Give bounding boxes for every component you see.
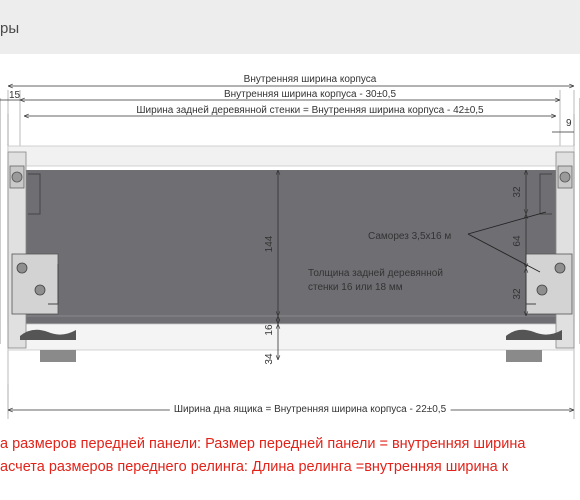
dim-16: 16: [264, 324, 275, 336]
dim-32-top: 32: [512, 186, 523, 198]
dim-34: 34: [264, 353, 275, 365]
back-wall-width-label: Ширина задней деревянной стенки = Внутренняя ширина корпуса - 42±0,5: [136, 105, 484, 116]
dim-144: 144: [264, 235, 275, 253]
drawer-back-panel-diagram: [0, 54, 580, 430]
offset-right-label: 9: [566, 118, 572, 129]
drawer-bottom-plate: [8, 324, 574, 350]
back-wooden-panel: [24, 170, 556, 324]
front-panel-formula-note: а размеров передней панели: Размер передней панели = внутренняя ширина: [0, 436, 526, 452]
header-title: ры: [0, 20, 20, 37]
inner-width-minus30-label: Внутренняя ширина корпуса - 30±0,5: [223, 89, 397, 100]
screw-label: Саморез 3,5x16 м: [368, 231, 452, 242]
thickness-label-line1: Толщина задней деревянной: [308, 268, 443, 279]
dim-64: 64: [512, 235, 523, 247]
thickness-label-line2: стенки 16 или 18 мм: [308, 282, 403, 293]
bottom-width-label: Ширина дна ящика = Внутренняя ширина корпуса - 22±0,5: [173, 404, 447, 415]
offset-left-label: 15: [9, 90, 21, 101]
dim-32-bottom: 32: [512, 288, 523, 300]
front-rail-formula-note: асчета размеров переднего релинга: Длина релинга =внутренняя ширина к: [0, 459, 509, 475]
header-bar: [0, 0, 580, 54]
inner-width-label: Внутренняя ширина корпуса: [243, 74, 377, 85]
drawer-top-strip: [8, 146, 574, 166]
